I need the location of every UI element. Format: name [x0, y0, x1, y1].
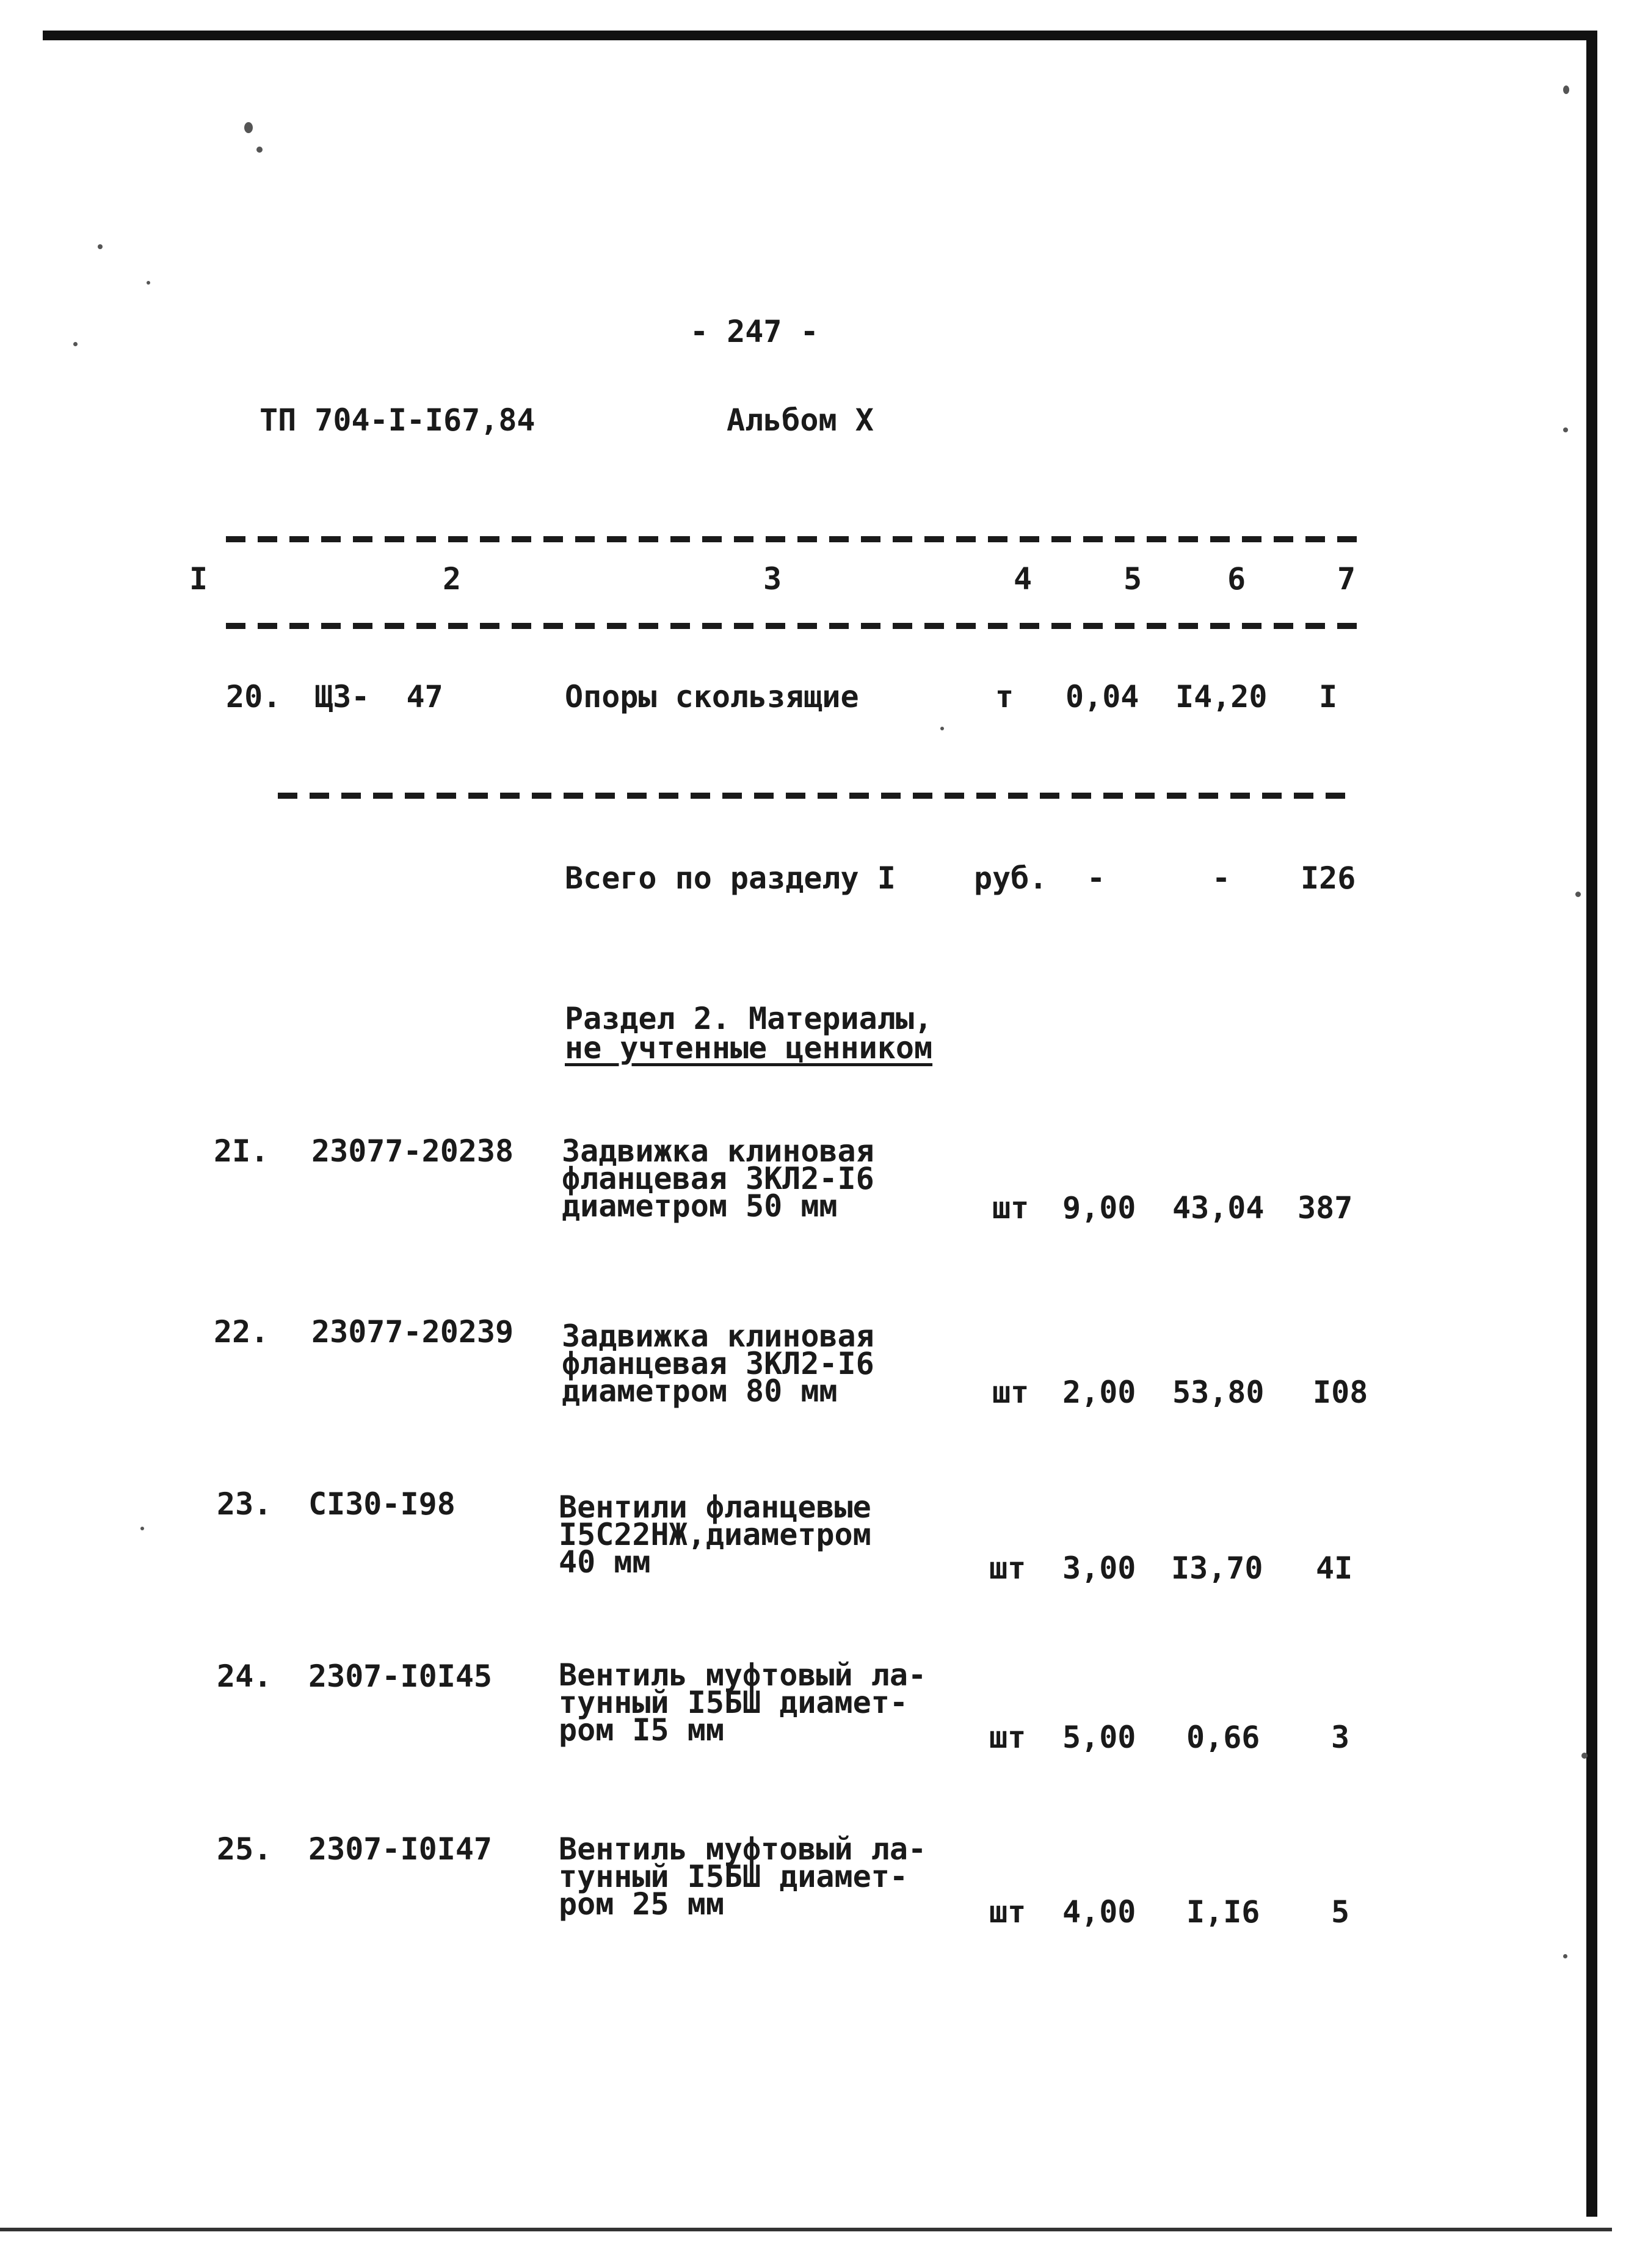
row-quantity: 9,00 — [1062, 1190, 1136, 1226]
section-rule — [278, 793, 1346, 799]
row-number: 20. — [226, 679, 281, 714]
header-top-rule — [226, 536, 1362, 542]
row-description-line2: тунный I5БШ диамет- — [559, 1685, 908, 1720]
row-total: I — [1319, 679, 1338, 714]
summary-price: - — [1212, 860, 1231, 896]
row-description-line1: Вентили фланцевые — [559, 1489, 871, 1525]
row-code: 2307-I0I45 — [308, 1659, 493, 1694]
row-number: 22. — [214, 1314, 269, 1350]
top-border — [43, 31, 1594, 40]
row-quantity: 2,00 — [1062, 1375, 1136, 1410]
row-unit: шт — [992, 1375, 1029, 1410]
row-quantity: 0,04 — [1065, 679, 1139, 714]
row-total: I08 — [1313, 1375, 1368, 1410]
right-border — [1586, 31, 1597, 2217]
row-unit: шт — [989, 1720, 1026, 1755]
row-quantity: 5,00 — [1062, 1720, 1136, 1755]
row-total: 387 — [1298, 1190, 1353, 1226]
row-description-line2: фланцевая ЗКЛ2-I6 — [562, 1161, 874, 1196]
section-heading-line1: Раздел 2. Материалы, — [565, 1001, 933, 1036]
row-description-line3: ром 25 мм — [559, 1886, 724, 1922]
row-description-line3: 40 мм — [559, 1544, 651, 1580]
document-code: ТП 704-I-I67,84 — [260, 402, 535, 438]
row-number: 24. — [217, 1659, 272, 1694]
column-header-3: 3 — [763, 561, 782, 597]
row-description-line3: диаметром 80 мм — [562, 1373, 838, 1409]
row-code: 23077-20239 — [311, 1314, 514, 1350]
column-header-2: 2 — [443, 561, 462, 597]
row-description-line1: Задвижка клиновая — [562, 1133, 874, 1169]
row-unit: т — [995, 679, 1014, 714]
row-code: 2307-I0I47 — [308, 1831, 493, 1867]
column-header-4: 4 — [1014, 561, 1033, 597]
row-price: 53,80 — [1172, 1375, 1265, 1410]
row-price: I4,20 — [1175, 679, 1268, 714]
row-price: I,I6 — [1186, 1894, 1260, 1930]
row-unit: шт — [989, 1894, 1026, 1930]
row-code: ЩЗ- 47 — [314, 679, 443, 714]
row-number: 25. — [217, 1831, 272, 1867]
bottom-border — [0, 2228, 1612, 2231]
summary-unit: руб. — [974, 860, 1048, 896]
header-bottom-rule — [226, 623, 1362, 629]
summary-qty: - — [1087, 860, 1106, 896]
row-number: 2I. — [214, 1133, 269, 1169]
page-number: - 247 - — [690, 314, 819, 349]
row-total: 3 — [1331, 1720, 1350, 1755]
row-total: 4I — [1316, 1550, 1353, 1586]
row-description-line3: ром I5 мм — [559, 1712, 724, 1748]
column-header-5: 5 — [1123, 561, 1142, 597]
row-number: 23. — [217, 1486, 272, 1522]
row-description: Опоры скользящие — [565, 679, 859, 714]
row-description-line3: диаметром 50 мм — [562, 1188, 838, 1224]
row-code: 23077-20238 — [311, 1133, 514, 1169]
section-heading-line2: не учтенные ценником — [565, 1030, 933, 1066]
column-header-6: 6 — [1227, 561, 1246, 597]
album-label: Альбом X — [727, 402, 874, 438]
summary-total: I26 — [1301, 860, 1356, 896]
row-description-line1: Вентиль муфтовый ла- — [559, 1657, 927, 1693]
row-price: 43,04 — [1172, 1190, 1265, 1226]
row-code: CI30-I98 — [308, 1486, 456, 1522]
row-quantity: 3,00 — [1062, 1550, 1136, 1586]
row-unit: шт — [992, 1190, 1029, 1226]
column-header-1: I — [189, 561, 208, 597]
row-total: 5 — [1331, 1894, 1350, 1930]
row-description-line2: I5С22НЖ,диаметром — [559, 1517, 871, 1552]
row-quantity: 4,00 — [1062, 1894, 1136, 1930]
row-description-line1: Вентиль муфтовый ла- — [559, 1831, 927, 1867]
row-unit: шт — [989, 1550, 1026, 1586]
row-price: I3,70 — [1171, 1550, 1263, 1586]
row-description-line2: тунный I5БШ диамет- — [559, 1859, 908, 1894]
row-description-line1: Задвижка клиновая — [562, 1318, 874, 1354]
summary-label: Всего по разделу I — [565, 860, 896, 896]
row-price: 0,66 — [1186, 1720, 1260, 1755]
row-description-line2: фланцевая ЗКЛ2-I6 — [562, 1346, 874, 1381]
column-header-7: 7 — [1337, 561, 1356, 597]
